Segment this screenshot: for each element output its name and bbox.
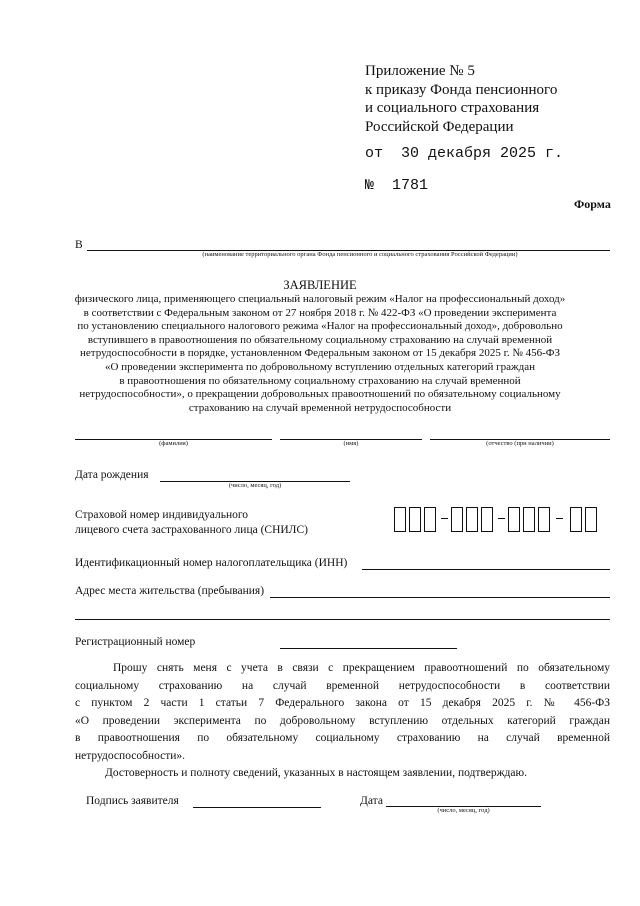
document-title: ЗАЯВЛЕНИЕ <box>283 278 357 292</box>
request-line: Прошу снять меня с учета в связи с прекращением правоотношений по обязательному <box>113 662 610 674</box>
snils-separator <box>498 518 505 519</box>
birth-date-label: Дата рождения <box>75 469 149 481</box>
confirmation-text: Достоверность и полноту сведений, указанных в настоящем заявлении, подтверждаю. <box>105 767 527 779</box>
title-line: нетрудоспособности в порядке, установленном Федеральным законом от 15 декабря 2025 г. № 456-ФЗ <box>80 347 560 360</box>
title-body <box>60 293 580 415</box>
registration-label: Регистрационный номер <box>75 636 196 648</box>
snils-digit-box[interactable] <box>538 507 550 532</box>
request-line: с пунктом 2 части 1 статьи 7 Федерального закона от 15 декабря 2025 г. № 456-ФЗ <box>75 697 610 710</box>
snils-separator <box>556 518 563 519</box>
recipient-caption: (наименование территориального органа Фонда пенсионного и социального страхования Российской Федерации) <box>202 251 518 258</box>
snils-digit-box[interactable] <box>409 507 421 532</box>
snils-digit-box[interactable] <box>424 507 436 532</box>
snils-label <box>75 508 308 538</box>
snils-label-line: лицевого счета застрахованного лица (СНИЛС) <box>75 524 308 536</box>
snils-digit-box[interactable] <box>570 507 582 532</box>
inn-label: Идентификационный номер налогоплательщика (ИНН) <box>75 557 348 569</box>
title-line: «О проведении эксперимента по добровольному вступлению отдельных категорий граждан <box>105 360 535 373</box>
request-paragraph <box>75 660 610 766</box>
signature-label: Подпись заявителя <box>86 795 179 807</box>
appendix-line: Приложение № 5 <box>365 63 475 79</box>
registration-field[interactable] <box>280 648 457 649</box>
title-line: страхованию на случай временной нетрудоспособности <box>188 401 452 414</box>
inn-field[interactable] <box>362 569 610 570</box>
snils-label-line: Страховой номер индивидуального <box>75 509 249 521</box>
form-label: Форма <box>574 197 611 211</box>
title-line: нетрудоспособности», о прекращении добровольных правоотношений по обязательному социальному <box>79 388 561 401</box>
order-date: от 30 декабря 2025 г. <box>365 145 564 162</box>
request-line: в правоотношения по обязательному социальному страхованию на случай временной <box>75 732 610 745</box>
surname-caption: (фамилия) <box>159 440 188 447</box>
signature-date-caption: (число, месяц, год) <box>437 807 490 814</box>
title-line: в соответствии с Федеральным законом от 27 ноября 2018 г. № 422-ФЗ «О проведении эксперимента <box>83 306 557 319</box>
snils-digit-box[interactable] <box>394 507 406 532</box>
snils-separator <box>441 518 448 519</box>
snils-digit-box[interactable] <box>523 507 535 532</box>
recipient-prefix: В <box>75 239 83 251</box>
title-line: вступившего в правоотношения по обязательному социальному страхованию на случай временной <box>87 333 553 346</box>
birth-date-caption: (число, месяц, год) <box>228 482 282 489</box>
signature-field[interactable] <box>193 807 321 808</box>
first-name-caption: (имя) <box>343 440 359 447</box>
request-line: нетрудоспособности». <box>75 749 186 762</box>
snils-digit-box[interactable] <box>481 507 493 532</box>
appendix-line: Российской Федерации <box>365 118 514 135</box>
title-line: по установлению специального налогового режима «Налог на профессиональный доход», добровольно <box>77 320 563 333</box>
address-field-extra[interactable] <box>75 619 610 620</box>
snils-digit-box[interactable] <box>451 507 463 532</box>
address-label: Адрес места жительства (пребывания) <box>75 585 265 597</box>
request-line: «О проведении эксперимента по добровольному вступлению отдельных категорий граждан <box>75 714 610 727</box>
title-line: физического лица, применяющего специальный налоговый режим «Налог на профессиональный доход» <box>74 293 566 305</box>
appendix-line: к приказу Фонда пенсионного <box>365 81 558 98</box>
order-number: № 1781 <box>365 177 429 194</box>
appendix-header <box>365 62 557 136</box>
request-line: социальному страхованию на случай временной нетрудоспособности в соответствии <box>75 679 610 692</box>
patronymic-caption: (отчество (при наличии) <box>486 440 554 447</box>
title-line: в правоотношения по обязательному социальному страхованию на случай временной <box>119 374 521 387</box>
signature-date-label: Дата <box>360 795 383 807</box>
snils-digit-box[interactable] <box>466 507 478 532</box>
snils-digit-box[interactable] <box>508 507 520 532</box>
snils-digit-box[interactable] <box>585 507 597 532</box>
appendix-line: и социального страхования <box>365 100 540 116</box>
address-field[interactable] <box>270 597 610 598</box>
